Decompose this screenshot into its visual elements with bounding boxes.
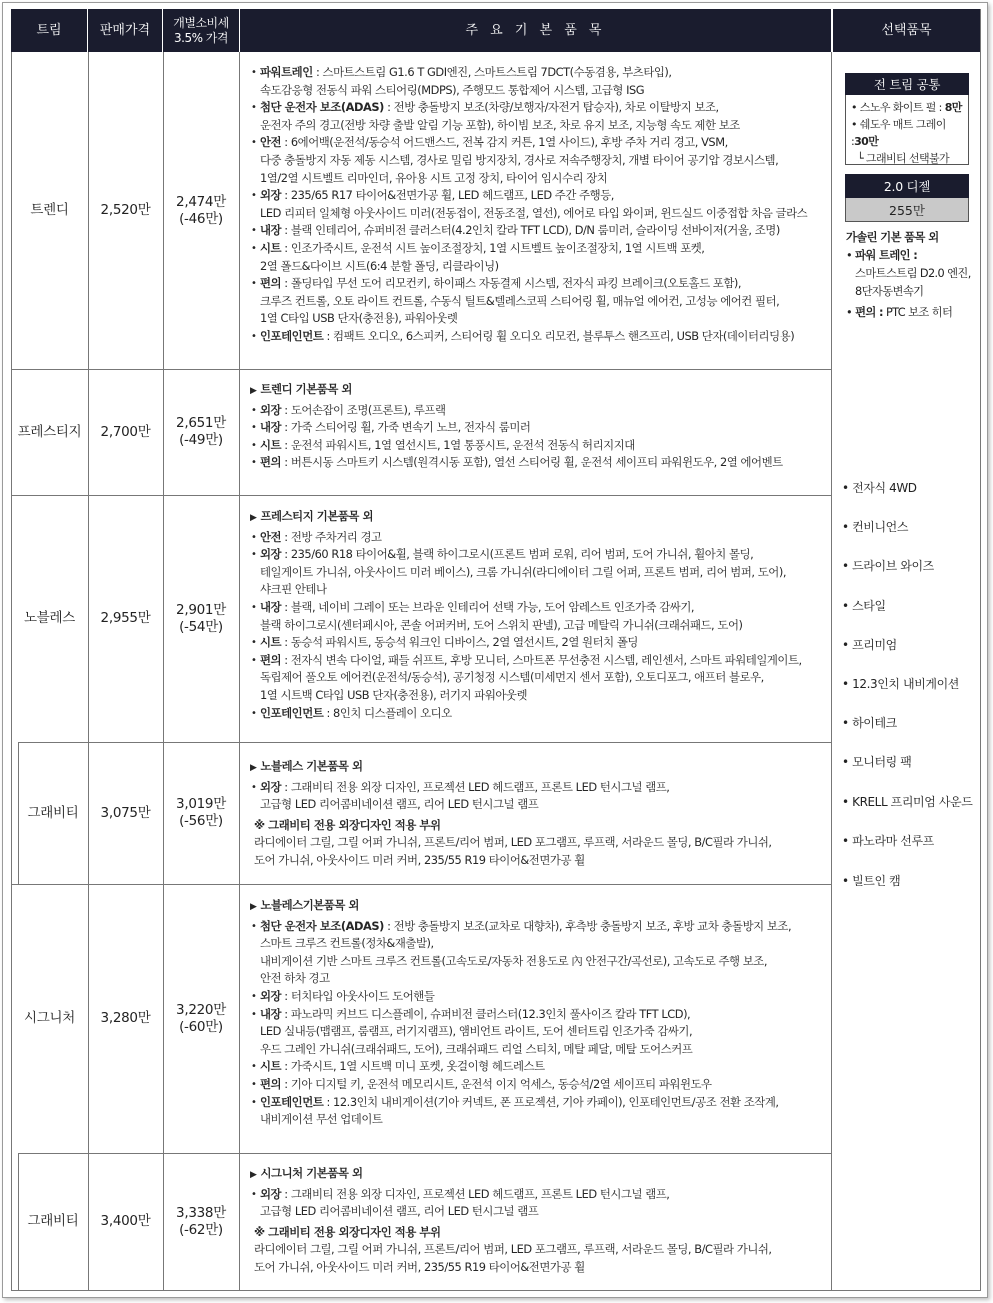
diesel-option-price: 255만 — [845, 198, 969, 221]
diesel-option-details — [846, 229, 976, 322]
option-label: 스노우 화이트 펄 : — [859, 101, 942, 114]
option-convenience: • 컨비니언스 — [842, 520, 909, 534]
feature-category: 편의 — [260, 455, 282, 470]
feature-line: • 인포테인먼트 : 8인치 디스플레이 오디오 — [250, 705, 830, 723]
common-options-box — [845, 95, 969, 165]
trim-features-prestige — [250, 381, 830, 472]
trim-tax-price — [163, 1153, 239, 1290]
feature-line: • 편의 : 폴딩타입 무선 도어 리모컨키, 하이패스 자동결제 시스템, 전자식 파킹 브레이크(오토홀드 포함), — [250, 275, 830, 293]
feature-line: 안전 하차 경고 — [260, 971, 330, 986]
triangle-icon: ▶ — [250, 763, 257, 773]
feature-line: • 편의 : 기아 디지털 키, 운전석 메모리시트, 운전석 이지 억세스, 동승석/2열 세이프티 파워윈도우 — [250, 1076, 830, 1094]
common-option-item: • 쉐도우 매트 그레이 :30만 — [851, 118, 946, 148]
feature-category: 내장 — [260, 420, 282, 435]
feature-note: ※ 그래비티 전용 외장디자인 적용 부위 — [254, 1224, 441, 1239]
feature-line: 라디에이터 그릴, 그릴 어퍼 가니쉬, 프론트/리어 범퍼, LED 포그램프, 루프랙, 서라운드 몰딩, B/C필라 가니쉬, — [254, 1242, 772, 1257]
diesel-convenience-label: 편의 : — [855, 306, 883, 319]
trim-tax-price — [163, 742, 239, 884]
header-main-items: 주 요 기 본 품 목 — [240, 9, 831, 52]
triangle-icon: ▶ — [250, 1170, 257, 1180]
tax-price-value: 3,019만 — [176, 796, 226, 812]
feature-line: • 첨단 운전자 보조(ADAS) : 전방 충돌방지 보조(교차로 대향차), 후측방 충돌방지 보조, 후방 교차 충돌방지 보조, — [250, 918, 830, 936]
feature-line: 속도감응형 전동식 파워 스티어링(MDPS), 주행모드 통합제어 시스템, 고급형 ISG — [260, 82, 645, 97]
option-price: 8만 — [944, 101, 962, 114]
feature-category: 내장 — [260, 599, 282, 614]
feature-line: 샤크핀 안테나 — [260, 582, 327, 597]
header-tax-line1: 개별소비세 — [173, 15, 229, 30]
trim-name: 그래비티 — [27, 1213, 79, 1229]
feature-category: 인포테인먼트 — [260, 705, 324, 720]
feature-heading: ▶ 시그니처 기본품목 외 — [250, 1166, 363, 1180]
feature-line: 우드 그레인 가니쉬(크래쉬패드, 도어), 크래쉬패드 리얼 스티치, 메탈 페달, 메탈 도어스커프 — [260, 1041, 693, 1056]
trim-features-signature-gravity — [250, 1165, 830, 1277]
feature-category: 내장 — [260, 223, 282, 238]
diesel-powertrain-line: 8단자동변속기 — [855, 285, 924, 298]
feature-line: 블랙 하이그로시(센터페시아, 콘솔 어퍼커버, 도어 스위치 판넬), 고급 메탈릭 가니쉬(크래쉬패드, 도어) — [260, 617, 743, 632]
option-monitoring-pack: • 모니터링 팩 — [842, 755, 912, 769]
feature-category: 외장 — [260, 1186, 282, 1201]
option-builtin-cam: • 빌트인 캠 — [842, 874, 901, 888]
feature-line: • 시트 : 인조가죽시트, 운전석 시트 높이조절장치, 1열 시트벨트 높이조절장치, 1열 시트백 포켓, — [250, 240, 830, 258]
feature-category: 외장 — [260, 402, 282, 417]
option-krell-sound: • KRELL 프리미엄 사운드 — [842, 795, 973, 809]
tax-price-diff: (-60만) — [179, 1018, 223, 1035]
feature-line: 고급형 LED 리어콤비네이션 램프, 리어 LED 턴시그널 램프 — [260, 1204, 539, 1219]
feature-heading: ▶ 프레스티지 기본품목 외 — [250, 509, 374, 523]
trim-features-noblesse — [250, 508, 830, 722]
feature-line: • 안전 : 전방 주차거리 경고 — [250, 529, 830, 547]
feature-category: 시트 — [260, 437, 282, 452]
tax-price-value: 2,901만 — [176, 601, 226, 618]
trim-tax-price — [163, 52, 239, 369]
option-label: 쉐도우 매트 그레이 : — [851, 118, 946, 148]
feature-line: • 시트 : 동승석 파워시트, 동승석 워크인 디바이스, 2열 열선시트, 2열 원터치 폴딩 — [250, 634, 830, 652]
option-label: 전자식 4WD — [852, 481, 917, 495]
feature-category: 첨단 운전자 보조(ADAS) — [260, 918, 384, 933]
trim-price: 2,700만 — [100, 423, 151, 440]
common-options-title: 전 트림 공통 — [845, 73, 969, 95]
feature-line: 고급형 LED 리어콤비네이션 램프, 리어 LED 턴시그널 램프 — [260, 797, 539, 812]
tax-price-diff: (-62만) — [179, 1221, 223, 1238]
tax-price-value: 3,220만 — [176, 1001, 226, 1018]
option-navigation: • 12.3인치 내비게이션 — [842, 677, 959, 691]
trim-name: 트렌디 — [30, 202, 69, 218]
diesel-convenience: • 편의 : PTC 보조 히터 — [846, 306, 953, 319]
feature-line: • 편의 : 전자식 변속 다이얼, 패들 쉬프트, 후방 모니터, 스마트폰 무선충전 시스템, 레인센서, 스마트 파워테일게이트, — [250, 652, 830, 670]
grid-line — [831, 52, 832, 1290]
feature-category: 외장 — [260, 547, 282, 562]
trim-features-trendy — [250, 64, 830, 346]
feature-category: 내장 — [260, 1006, 282, 1021]
trim-price: 3,400만 — [100, 1213, 151, 1229]
feature-line: 크루즈 컨트롤, 오토 라이트 컨트롤, 수동식 틸트&텔레스코픽 스티어링 휠, 매뉴얼 에어컨, 고성능 에어컨 필터, — [260, 293, 780, 308]
feature-line: 1열 시트백 C타입 USB 단자(충전용), 러기지 파워아웃렛 — [260, 687, 528, 702]
feature-line: • 외장 : 235/60 R18 타이어&휠, 블랙 하이그로시(프론트 범퍼 로워, 리어 범퍼, 도어 가니쉬, 휠아치 몰딩, — [250, 546, 830, 564]
tax-price-value: 2,651만 — [176, 415, 226, 431]
trim-tax-price — [163, 369, 239, 495]
triangle-icon: ▶ — [250, 386, 257, 396]
option-label: 하이테크 — [852, 716, 897, 730]
feature-line: • 내장 : 블랙, 네이비 그레이 또는 브라운 인테리어 선택 가능, 도어 암레스트 인조가죽 감싸기, — [250, 599, 830, 617]
feature-category: 시트 — [260, 1059, 282, 1074]
feature-category: 외장 — [260, 188, 282, 203]
option-label: KRELL 프리미엄 사운드 — [852, 795, 973, 809]
diesel-powertrain-label: 파워 트레인 : — [855, 249, 918, 262]
feature-line: • 시트 : 가죽시트, 1열 시트백 미니 포켓, 옷걸이형 헤드레스트 — [250, 1058, 830, 1076]
feature-line: 도어 가니쉬, 아웃사이드 미러 커버, 235/55 R19 타이어&전면가공 휠 — [254, 1259, 585, 1274]
grid-line — [239, 52, 240, 1290]
option-panorama-sunroof: • 파노라마 선루프 — [842, 834, 934, 848]
feature-line: 2열 폴드&다이브 시트(6:4 분할 폴딩, 리클라이닝) — [260, 258, 499, 273]
feature-line: • 내장 : 가죽 스티어링 휠, 가죽 변속기 노브, 전자식 룸미러 — [250, 419, 830, 437]
feature-line: • 내장 : 블랙 인테리어, 슈퍼비전 클러스터(4.2인치 칼라 TFT LCD), D/N 룸미러, 슬라이딩 선바이저(거울, 조명) — [250, 222, 830, 240]
trim-price: 2,520만 — [100, 202, 151, 218]
feature-category: 편의 — [260, 276, 282, 291]
feature-line: • 내장 : 파노라믹 커브드 디스플레이, 슈퍼비전 클러스터(12.3인치 풀사이즈 칼라 TFT LCD), — [250, 1006, 830, 1024]
common-option-item: • 스노우 화이트 펄 : 8만 — [851, 101, 962, 114]
grid-line — [980, 9, 981, 1290]
header-trim: 트림 — [11, 9, 87, 52]
diesel-powertrain: • 파워 트레인 : — [846, 249, 918, 262]
option-label: 빌트인 캠 — [852, 874, 901, 888]
feature-line: • 인포테인먼트 : 컴팩트 오디오, 6스피커, 스티어링 휠 오디오 리모컨, 블루투스 핸즈프리, USB 단자(데이터리딩용) — [250, 328, 830, 346]
option-label: 파노라마 선루프 — [852, 834, 934, 848]
option-label: 드라이브 와이즈 — [852, 559, 934, 573]
option-4wd: • 전자식 4WD — [842, 481, 917, 495]
feature-line: 라디에이터 그릴, 그릴 어퍼 가니쉬, 프론트/리어 범퍼, LED 포그램프, 루프랙, 서라운드 몰딩, B/C필라 가니쉬, — [254, 835, 772, 850]
feature-line: • 외장 : 235/65 R17 타이어&전면가공 휠, LED 헤드램프, LED 주간 주행등, — [250, 187, 830, 205]
option-premium: • 프리미엄 — [842, 638, 897, 652]
feature-category: 외장 — [260, 779, 282, 794]
tax-price-value: 2,474만 — [176, 193, 226, 210]
triangle-icon: ▶ — [250, 902, 257, 912]
feature-line: 다중 충돌방지 자동 제동 시스템, 경사로 밀림 방지장치, 경사로 저속주행장치, 개별 타이어 공기압 경보시스템, — [260, 152, 779, 167]
option-label: 스타일 — [852, 599, 886, 613]
feature-line: 내비게이션 무선 업데이트 — [260, 1112, 383, 1127]
header-tax-line2: 3.5% 가격 — [174, 30, 228, 45]
diesel-heading: 가솔린 기본 품목 외 — [846, 231, 939, 244]
option-style: • 스타일 — [842, 599, 886, 613]
trim-price: 2,955만 — [100, 610, 151, 626]
feature-line: • 편의 : 버튼시동 스마트키 시스템(원격시동 포함), 열선 스티어링 휠, 운전석 세이프티 파워윈도우, 2열 에어벤트 — [250, 454, 830, 472]
trim-features-signature — [250, 897, 830, 1129]
tax-price-diff: (-49만) — [179, 432, 223, 448]
feature-category: 편의 — [260, 1076, 282, 1091]
header-price: 판매가격 — [88, 9, 162, 52]
feature-category: 첨단 운전자 보조(ADAS) — [260, 100, 384, 115]
feature-category: 시트 — [260, 240, 282, 255]
trim-tax-price — [163, 495, 239, 742]
feature-line: 1열 C타입 USB 단자(충전용), 파워아웃렛 — [260, 311, 458, 326]
trim-name: 노블레스 — [24, 610, 75, 626]
feature-line: • 안전 : 6에어백(운전석/동승석 어드밴스드, 전복 감지 커튼, 1열 사이드), 후방 주차 거리 경고, VSM, — [250, 134, 830, 152]
feature-category: 안전 — [260, 529, 282, 544]
feature-line: 스마트 크루즈 컨트롤(정차&재출발), — [260, 936, 434, 951]
trim-price: 3,075만 — [100, 804, 151, 821]
tax-price-diff: (-56만) — [179, 813, 223, 829]
feature-line: 독립제어 풀오토 에어컨(운전석/동승석), 공기청정 시스템(미세먼지 센서 포함), 오토디포그, 애프터 블로우, — [260, 670, 764, 685]
feature-line: • 첨단 운전자 보조(ADAS) : 전방 충돌방지 보조(차량/보행자/자전거 탑승자), 차로 이탈방지 보조, — [250, 99, 830, 117]
feature-category: 편의 — [260, 652, 282, 667]
feature-line: 내비게이션 기반 스마트 크루즈 컨트롤(고속도로/자동차 전용도로 內 안전구간/곡선로), 고속도로 주행 보조, — [260, 953, 767, 968]
feature-heading: ▶ 노블레스 기본품목 외 — [250, 759, 363, 773]
trim-name: 그래비티 — [27, 804, 79, 821]
feature-line: • 파워트레인 : 스마트스트림 G1.6 T GDI엔진, 스마트스트림 7DCT(수동겸용, 부츠타입), — [250, 64, 830, 82]
header-options: 선택품목 — [833, 9, 980, 52]
feature-line: • 외장 : 도어손잡이 조명(프론트), 루프랙 — [250, 402, 830, 420]
header-tax-price — [163, 9, 239, 52]
feature-line: LED 실내등(맵램프, 룸램프, 러기지램프), 앰비언트 라이트, 도어 센터트림 인조가죽 감싸기, — [260, 1024, 693, 1039]
feature-note: ※ 그래비티 전용 외장디자인 적용 부위 — [254, 817, 441, 832]
trim-name: 시그니처 — [24, 1010, 75, 1026]
feature-line: LED 리피터 일체형 아웃사이드 미러(전동접이, 전동조절, 열선), 에어로 타입 와이퍼, 윈드실드 이중접합 차음 글라스 — [260, 205, 808, 220]
feature-category: 외장 — [260, 988, 282, 1003]
option-hitech: • 하이테크 — [842, 716, 897, 730]
feature-line: 운전자 주의 경고(전방 차량 출발 알림 기능 포함), 하이빔 보조, 차로 유지 보조, 지능형 속도 제한 보조 — [260, 117, 740, 132]
feature-line: • 인포테인먼트 : 12.3인치 내비게이션(기아 커넥트, 폰 프로젝션, 기아 카페이), 인포테인먼트/공조 전환 조작계, — [250, 1094, 830, 1112]
feature-line: 1열/2열 시트벨트 리마인더, 유아용 시트 고정 장치, 타이어 임시수리 장치 — [260, 170, 608, 185]
feature-category: 안전 — [260, 135, 282, 150]
feature-line: • 외장 : 그래비티 전용 외장 디자인, 프로젝션 LED 헤드램프, 프론트 LED 턴시그널 램프, — [250, 1186, 830, 1204]
feature-line: 테일게이트 가니쉬, 아웃사이드 미러 베이스), 크롬 가니쉬(라디에이터 그릴 어퍼, 프론트 범퍼, 리어 범퍼, 도어), — [260, 564, 787, 579]
feature-line: • 시트 : 운전석 파워시트, 1열 열선시트, 1열 통풍시트, 운전석 전동식 허리지지대 — [250, 437, 830, 455]
trim-features-gravity — [250, 758, 830, 870]
feature-line: • 외장 : 터치타입 아웃사이드 도어핸들 — [250, 988, 830, 1006]
trim-tax-price — [163, 884, 239, 1153]
tax-price-value: 3,338만 — [176, 1204, 226, 1221]
option-label: 프리미엄 — [852, 638, 897, 652]
feature-category: 인포테인먼트 — [260, 328, 324, 343]
grid-line — [11, 1290, 981, 1291]
common-option-note: └ 그래비티 선택불가 — [857, 152, 950, 165]
tax-price-diff: (-46만) — [179, 210, 223, 227]
option-label: 12.3인치 내비게이션 — [852, 677, 959, 691]
feature-category: 파워트레인 — [260, 65, 313, 79]
feature-heading: ▶ 노블레스기본품목 외 — [250, 898, 359, 912]
option-price: 30만 — [854, 135, 879, 148]
diesel-powertrain-line: 스마트스트림 D2.0 엔진, — [855, 267, 971, 280]
option-label: 모니터링 팩 — [852, 755, 912, 769]
option-label: 컨비니언스 — [852, 520, 909, 534]
option-drive-wise: • 드라이브 와이즈 — [842, 559, 934, 573]
diesel-convenience-value: PTC 보조 히터 — [885, 306, 953, 319]
trim-name: 프레스티지 — [17, 423, 82, 440]
tax-price-diff: (-54만) — [179, 618, 223, 635]
feature-category: 인포테인먼트 — [260, 1094, 324, 1109]
divider — [845, 221, 969, 222]
feature-line: 도어 가니쉬, 아웃사이드 미러 커버, 235/55 R19 타이어&전면가공 휠 — [254, 852, 585, 867]
feature-heading: ▶ 트렌디 기본품목 외 — [250, 382, 352, 396]
triangle-icon: ▶ — [250, 513, 257, 523]
diesel-option-title: 2.0 디젤 — [845, 174, 969, 198]
feature-line: • 외장 : 그래비티 전용 외장 디자인, 프로젝션 LED 헤드램프, 프론트 LED 턴시그널 램프, — [250, 779, 830, 797]
feature-category: 시트 — [260, 635, 282, 650]
trim-price: 3,280만 — [100, 1010, 151, 1026]
